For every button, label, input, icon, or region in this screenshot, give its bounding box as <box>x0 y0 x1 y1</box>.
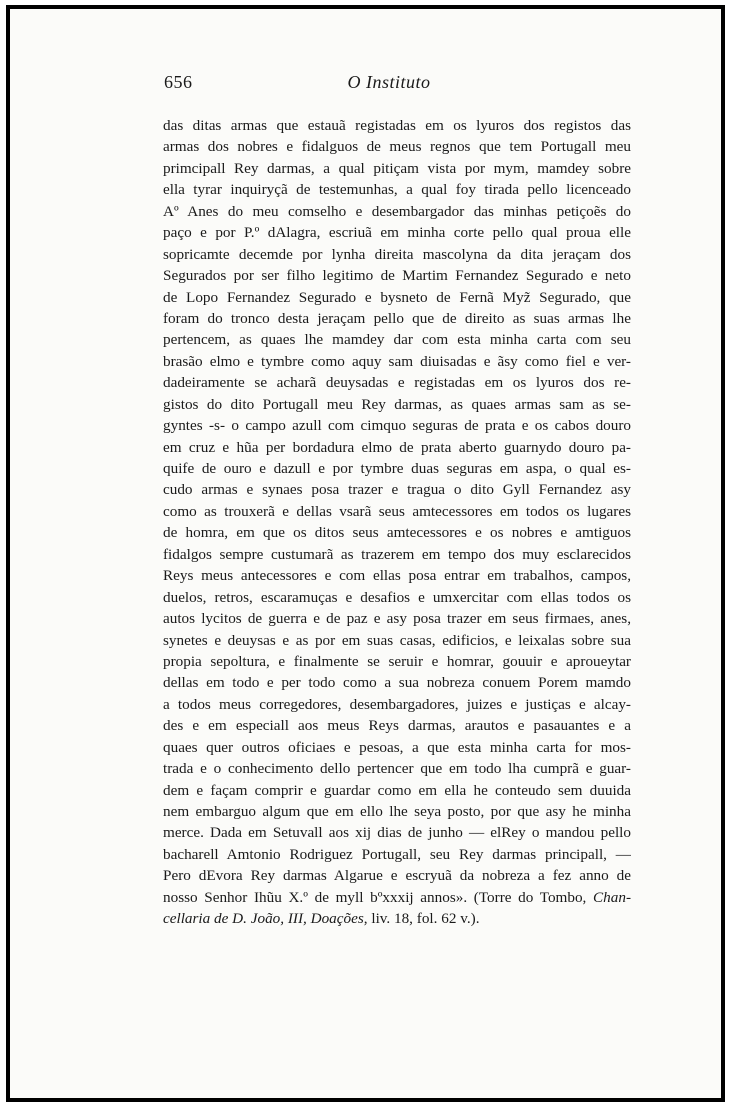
text-line: des e em especiall aos meus Reys darmas, arautos e pasauantes e a <box>163 717 631 735</box>
text-line: Reys meus antecessores e com ellas posa entrar em trabalhos, campos, <box>163 567 631 585</box>
text-line <box>163 908 631 929</box>
text-line: a todos meus corregedores, desembargadores, juizes e justiças e alcay- <box>163 695 631 713</box>
text-line: primcipall Rey darmas, a qual pitiçam vista por mym, mamdey sobre <box>163 159 631 177</box>
page-number: 656 <box>164 72 193 92</box>
text-line: merce. Dada em Setuvall aos xij dias de junho — elRey o mandou pello <box>163 824 631 842</box>
text-line: autos lycitos de guerra e de paz e asy posa trazer em seus firmaes, anes, <box>163 610 631 628</box>
text-line: foram do tronco desta jeraçam pello que de direito as suas armas lhe <box>163 309 631 327</box>
text-line: de homra, em que os ditos seus amtecessores e os nobres e amtiguos <box>163 524 631 542</box>
italic-citation: cellaria de D. João, III, Doações <box>163 910 364 928</box>
text-line: de Lopo Fernandez Segurado e bysneto de Fernã Myz̃ Segurado, que <box>163 288 631 306</box>
text-line: duelos, retros, escaramuças e desafios e umxercitar com ellas todos os <box>163 588 631 606</box>
text-line: Pero dEvora Rey darmas Algarue e escryuã da nobreza a fez anno de <box>163 867 631 885</box>
text-line: synetes e deuysas e as por em suas casas, edificios, e leixalas sobre sua <box>163 631 631 649</box>
text-line: bacharell Amtonio Rodriguez Portugall, seu Rey darmas principall, — <box>163 845 631 863</box>
text-line: propia sepoltura, e finalmente se seruir e homrar, gouuir e aproueytar <box>163 652 631 670</box>
running-title: O Instituto <box>347 72 431 92</box>
body-text <box>163 115 631 930</box>
text-line: quife de ouro e dazull e por tymbre duas seguras em aspa, o qual es- <box>163 460 631 477</box>
text-line: ella tyrar inquiryçã de testemunhas, a qual foy tirada pello licenceado <box>163 181 631 199</box>
text-line: fidalgos sempre custumarã as trazerem em tempo dos muy esclarecidos <box>163 545 631 563</box>
text-line: armas dos nobres e fidalguos de meus regnos que tem Portugall meu <box>163 138 631 156</box>
text-line: gistos do dito Portugall meu Rey darmas, as quaes armas sam as se- <box>163 395 631 413</box>
text-line: dellas em todo e per todo como a sua nobreza conuem Porem mamdo <box>163 674 631 692</box>
text-line: quaes quer outros oficiaes e pesoas, a que esta minha carta for mos- <box>163 738 631 756</box>
text-line: como as trouxerã e dellas vsarã seus amtecessores em todos os lugares <box>163 502 631 520</box>
text-line: nem embarguo algum que em ello lhe seya posto, por que asy he minha <box>163 803 631 820</box>
text-line: dem e façam comprir e guardar como em ella he conteudo sem duuida <box>163 781 631 799</box>
text-line: gyntes -s- o campo azull com cimquo seguras de prata e os cabos douro <box>163 417 631 435</box>
text-line: das ditas armas que estauã registadas em os lyuros dos registos das <box>163 117 631 134</box>
text-line: Aº Anes do meu comselho e desembargador das minhas petiçoẽs do <box>163 202 631 220</box>
text-line <box>163 887 631 908</box>
text-line: cudo armas e synaes posa trazer e tragua o dito Gyll Fernandez asy <box>163 481 631 499</box>
text-line: paço e por P.º dAlagra, escriuã em minha corte pello qual proua elle <box>163 224 631 242</box>
text-line: pertencem, as quaes lhe mamdey dar com esta minha carta com seu <box>163 331 631 349</box>
text-line: brasão elmo e tymbre como aquy sam diuisadas e ãsy como fiel e ver- <box>163 352 631 370</box>
text-line: dadeiramente se acharã deuysadas e registadas em os lyuros dos re- <box>163 374 631 392</box>
text-line: trada e o conhecimento dello pertencer que em todo lha cumprã e guar- <box>163 760 631 778</box>
text-line: sopricamte decemde por lynha direita mascolyna da dita jeraçam dos <box>163 245 631 263</box>
italic-citation: Chan- <box>593 888 631 906</box>
text-segment: nosso Senhor Ihũu X.º de myll bºxxxij annos». (Torre do Tombo, <box>163 888 594 906</box>
text-line: Segurados por ser filho legitimo de Martim Fernandez Segurado e neto <box>163 267 631 285</box>
text-line: em cruz e hũa per bordadura elmo de prata aberto guarnydo douro pa- <box>163 438 631 456</box>
text-segment: , liv. 18, fol. 62 v.). <box>363 910 480 928</box>
